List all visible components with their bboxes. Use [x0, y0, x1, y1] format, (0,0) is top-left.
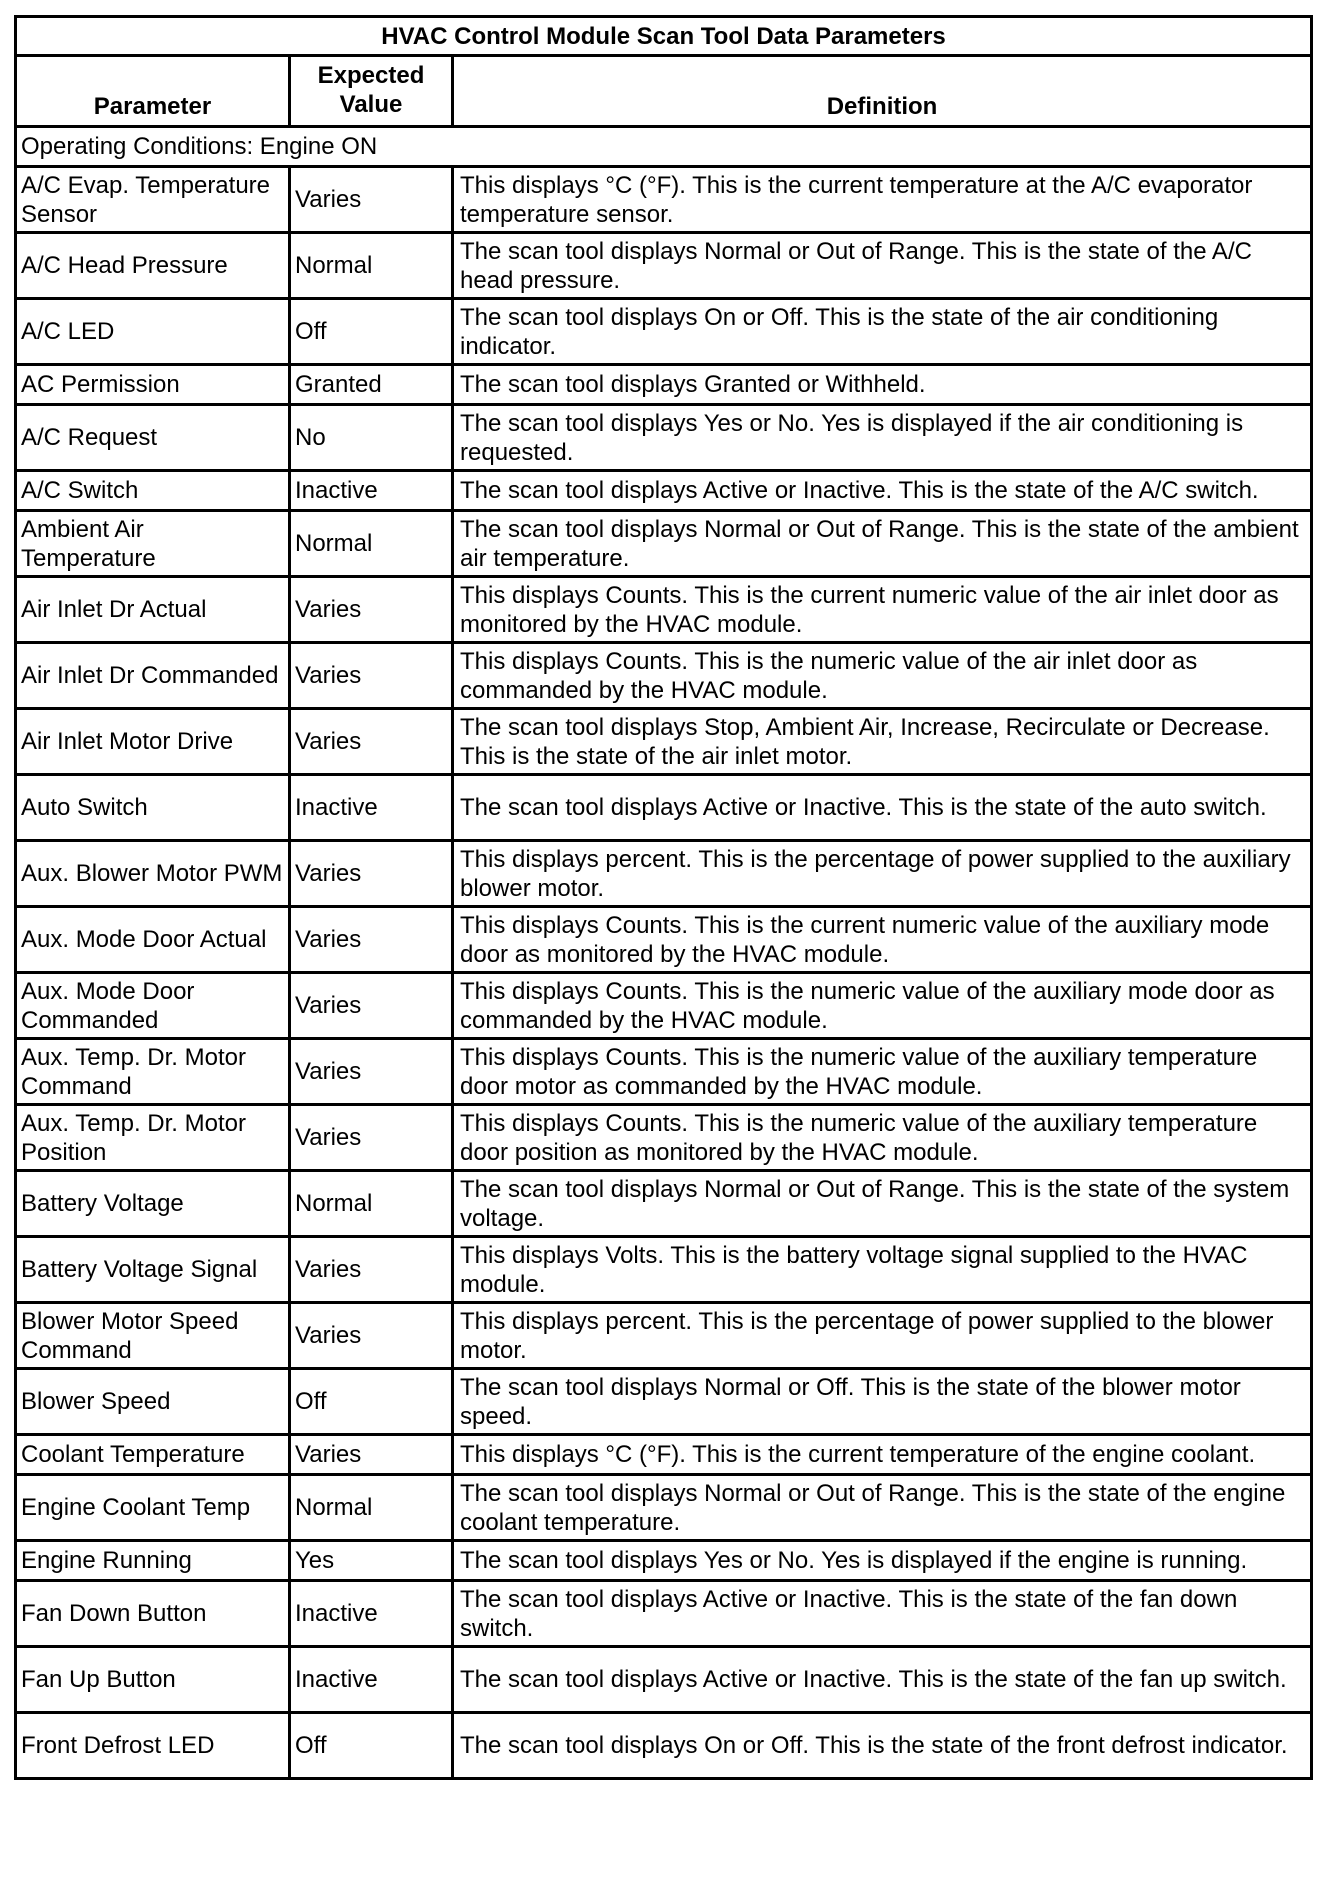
expected-value-cell: Varies [290, 1435, 453, 1475]
definition-cell: The scan tool displays Active or Inactive. This is the state of the auto switch. [453, 775, 1312, 841]
expected-value-cell: Off [290, 299, 453, 365]
definition-cell: The scan tool displays Granted or Withheld. [453, 365, 1312, 405]
parameter-cell: A/C LED [16, 299, 290, 365]
parameter-cell: Blower Speed [16, 1369, 290, 1435]
scan-tool-data-table [14, 15, 1313, 1780]
parameter-cell: Auto Switch [16, 775, 290, 841]
table-row [16, 1541, 1312, 1581]
table-title: HVAC Control Module Scan Tool Data Parameters [16, 17, 1312, 56]
definition-column-header: Definition [453, 56, 1312, 127]
parameter-cell: Fan Up Button [16, 1647, 290, 1713]
parameter-cell: Air Inlet Dr Actual [16, 577, 290, 643]
parameter-cell: Aux. Mode Door Actual [16, 907, 290, 973]
table-row [16, 299, 1312, 365]
expected-value-cell: Off [290, 1369, 453, 1435]
definition-cell: This displays Counts. This is the numeric value of the auxiliary temperature door motor as commanded by the HVAC module. [453, 1039, 1312, 1105]
parameter-cell: A/C Head Pressure [16, 233, 290, 299]
parameter-cell: Engine Coolant Temp [16, 1475, 290, 1541]
definition-cell: The scan tool displays On or Off. This is the state of the air conditioning indicator. [453, 299, 1312, 365]
expected-value-cell: Inactive [290, 775, 453, 841]
parameter-cell: Engine Running [16, 1541, 290, 1581]
table-row [16, 511, 1312, 577]
table-row [16, 1581, 1312, 1647]
table-row [16, 775, 1312, 841]
expected-value-cell: Varies [290, 973, 453, 1039]
expected-value-cell: Inactive [290, 1581, 453, 1647]
parameter-cell: Air Inlet Dr Commanded [16, 643, 290, 709]
table-row [16, 841, 1312, 907]
expected-value-cell: Normal [290, 511, 453, 577]
table-row [16, 1237, 1312, 1303]
expected-value-cell: Granted [290, 365, 453, 405]
expected-value-cell: Normal [290, 1171, 453, 1237]
parameter-cell: Aux. Temp. Dr. Motor Position [16, 1105, 290, 1171]
expected-value-column-header: Expected Value [290, 56, 453, 127]
definition-cell: The scan tool displays Normal or Out of Range. This is the state of the engine coolant temperature. [453, 1475, 1312, 1541]
definition-cell: This displays Counts. This is the numeric value of the auxiliary mode door as commanded by the HVAC module. [453, 973, 1312, 1039]
definition-cell: The scan tool displays Normal or Out of Range. This is the state of the A/C head pressure. [453, 233, 1312, 299]
table-row [16, 709, 1312, 775]
table-body [16, 127, 1312, 1779]
table-row [16, 405, 1312, 471]
definition-cell: The scan tool displays Active or Inactive. This is the state of the A/C switch. [453, 471, 1312, 511]
table-row [16, 577, 1312, 643]
definition-cell: The scan tool displays On or Off. This is the state of the front defrost indicator. [453, 1713, 1312, 1779]
definition-cell: The scan tool displays Active or Inactive. This is the state of the fan down switch. [453, 1581, 1312, 1647]
definition-cell: The scan tool displays Normal or Out of Range. This is the state of the ambient air temperature. [453, 511, 1312, 577]
table-row [16, 1303, 1312, 1369]
expected-value-cell: Inactive [290, 471, 453, 511]
parameter-cell: Aux. Blower Motor PWM [16, 841, 290, 907]
table-row [16, 471, 1312, 511]
table-row [16, 1105, 1312, 1171]
table-row [16, 1475, 1312, 1541]
table-row [16, 1369, 1312, 1435]
definition-cell: This displays percent. This is the percentage of power supplied to the auxiliary blower motor. [453, 841, 1312, 907]
definition-cell: This displays Volts. This is the battery voltage signal supplied to the HVAC module. [453, 1237, 1312, 1303]
expected-value-cell: Inactive [290, 1647, 453, 1713]
table-row [16, 1713, 1312, 1779]
expected-value-cell: Varies [290, 841, 453, 907]
parameter-cell: Battery Voltage [16, 1171, 290, 1237]
table-row [16, 1171, 1312, 1237]
expected-value-cell: Yes [290, 1541, 453, 1581]
parameter-cell: Ambient Air Temperature [16, 511, 290, 577]
section-heading: Operating Conditions: Engine ON [16, 127, 1312, 167]
table-row [16, 973, 1312, 1039]
parameter-cell: A/C Evap. Temperature Sensor [16, 167, 290, 233]
definition-cell: The scan tool displays Yes or No. Yes is displayed if the engine is running. [453, 1541, 1312, 1581]
definition-cell: The scan tool displays Yes or No. Yes is displayed if the air conditioning is requested. [453, 405, 1312, 471]
expected-value-cell: Varies [290, 1237, 453, 1303]
table-row [16, 907, 1312, 973]
expected-value-cell: Normal [290, 1475, 453, 1541]
expected-value-cell: Varies [290, 167, 453, 233]
definition-cell: The scan tool displays Normal or Off. This is the state of the blower motor speed. [453, 1369, 1312, 1435]
parameter-cell: Fan Down Button [16, 1581, 290, 1647]
table-row [16, 365, 1312, 405]
definition-cell: This displays Counts. This is the current numeric value of the air inlet door as monitored by the HVAC module. [453, 577, 1312, 643]
expected-value-cell: Varies [290, 709, 453, 775]
table-row [16, 1435, 1312, 1475]
parameter-cell: Aux. Temp. Dr. Motor Command [16, 1039, 290, 1105]
definition-cell: This displays °C (°F). This is the current temperature at the A/C evaporator temperature sensor. [453, 167, 1312, 233]
expected-value-cell: Varies [290, 577, 453, 643]
expected-value-cell: Varies [290, 907, 453, 973]
table-row [16, 167, 1312, 233]
table-row [16, 1647, 1312, 1713]
table-row [16, 233, 1312, 299]
parameter-cell: A/C Request [16, 405, 290, 471]
definition-cell: This displays Counts. This is the numeric value of the auxiliary temperature door position as monitored by the HVAC module. [453, 1105, 1312, 1171]
parameter-column-header: Parameter [16, 56, 290, 127]
expected-value-cell: Off [290, 1713, 453, 1779]
definition-cell: The scan tool displays Normal or Out of Range. This is the state of the system voltage. [453, 1171, 1312, 1237]
parameter-cell: Blower Motor Speed Command [16, 1303, 290, 1369]
expected-value-cell: Varies [290, 1105, 453, 1171]
expected-value-cell: Varies [290, 1039, 453, 1105]
definition-cell: This displays °C (°F). This is the current temperature of the engine coolant. [453, 1435, 1312, 1475]
expected-value-cell: Varies [290, 1303, 453, 1369]
definition-cell: The scan tool displays Stop, Ambient Air, Increase, Recirculate or Decrease. This is the state of the air inlet motor. [453, 709, 1312, 775]
parameter-cell: Battery Voltage Signal [16, 1237, 290, 1303]
definition-cell: This displays percent. This is the percentage of power supplied to the blower motor. [453, 1303, 1312, 1369]
parameter-cell: Front Defrost LED [16, 1713, 290, 1779]
definition-cell: The scan tool displays Active or Inactive. This is the state of the fan up switch. [453, 1647, 1312, 1713]
parameter-cell: A/C Switch [16, 471, 290, 511]
table-row [16, 643, 1312, 709]
parameter-cell: Air Inlet Motor Drive [16, 709, 290, 775]
expected-value-cell: No [290, 405, 453, 471]
expected-value-cell: Normal [290, 233, 453, 299]
expected-value-cell: Varies [290, 643, 453, 709]
parameter-cell: AC Permission [16, 365, 290, 405]
table-row [16, 1039, 1312, 1105]
definition-cell: This displays Counts. This is the numeric value of the air inlet door as commanded by the HVAC module. [453, 643, 1312, 709]
definition-cell: This displays Counts. This is the current numeric value of the auxiliary mode door as monitored by the HVAC module. [453, 907, 1312, 973]
parameter-cell: Aux. Mode Door Commanded [16, 973, 290, 1039]
parameter-cell: Coolant Temperature [16, 1435, 290, 1475]
